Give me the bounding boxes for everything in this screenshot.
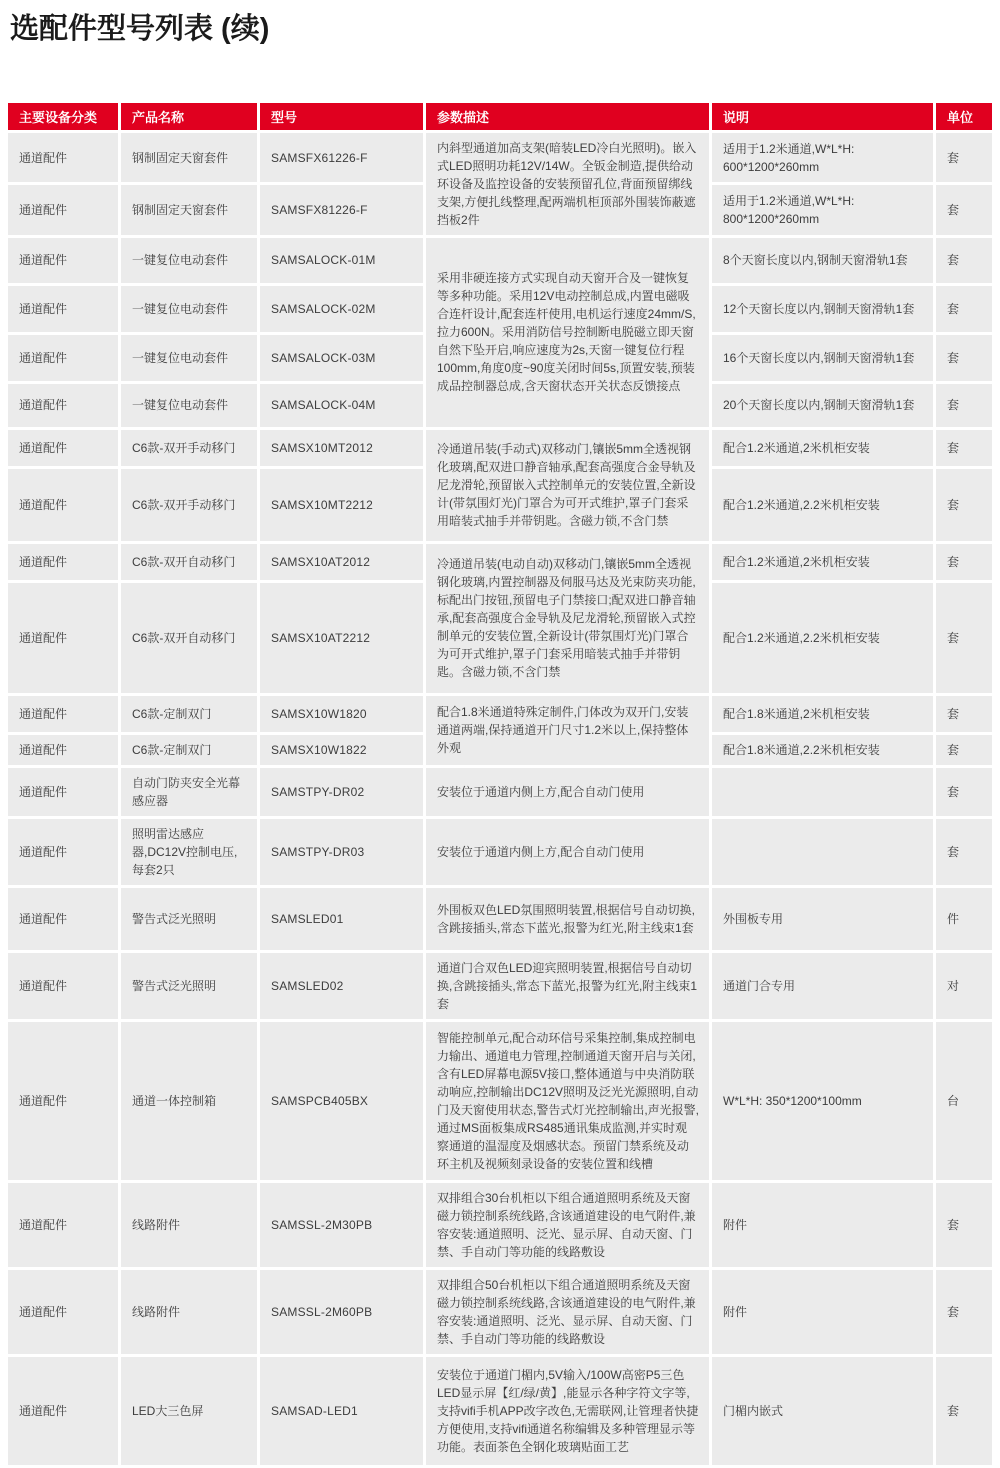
cell-note: 配合1.2米通道,2.2米机柜安装 — [712, 583, 933, 693]
cell-model: SAMSALOCK-03M — [260, 335, 423, 381]
cell-note: 20个天窗长度以内,钢制天窗滑轨1套 — [712, 384, 933, 427]
cell-note: 适用于1.2米通道,W*L*H: 600*1200*260mm — [712, 133, 933, 183]
cell-category: 通道配件 — [8, 583, 118, 693]
cell-description: 冷通道吊装(电动自动)双移动门,镶嵌5mm全透视钢化玻璃,内置控制器及伺服马达及光束防夹功能,标配出门按钮,预留电子门禁接口;配双进口静音轴承,配套高强度合金导轨及尼龙滑轮,预留嵌入式控制单元的安装位置,全新设计(带氛围灯光)门罩合为可开式维护,罩子门套采用暗装式抽手并带钥匙。含磁力锁,不含门禁 — [426, 544, 709, 693]
cell-model: SAMSX10AT2212 — [260, 583, 423, 693]
cell-category: 通道配件 — [8, 469, 118, 541]
table-row — [8, 1270, 992, 1354]
cell-product-name: 警告式泛光照明 — [121, 888, 257, 950]
cell-model: SAMSX10W1822 — [260, 735, 423, 765]
cell-category: 通道配件 — [8, 768, 118, 816]
column-header-product-name: 产品名称 — [121, 103, 257, 130]
cell-unit: 套 — [936, 735, 992, 765]
cell-description: 内斜型通道加高支架(暗装LED冷白光照明)。嵌入式LED照明功耗12V/14W。全钣金制造,提供给动环设备及监控设备的安装预留孔位,背面预留绑线支架,方便扎线整理,配两端机柜顶部外围装饰蔽遮挡板2件 — [426, 133, 709, 235]
cell-unit: 台 — [936, 1022, 992, 1180]
cell-model: SAMSX10AT2012 — [260, 544, 423, 580]
cell-note: 配合1.2米通道,2米机柜安装 — [712, 430, 933, 466]
column-header-unit: 单位 — [936, 103, 992, 130]
column-header-description: 参数描述 — [426, 103, 709, 130]
cell-unit: 对 — [936, 953, 992, 1019]
cell-product-name: LED大三色屏 — [121, 1357, 257, 1465]
cell-description: 双排组合50台机柜以下组合通道照明系统及天窗磁力锁控制系统线路,含该通道建设的电气附件,兼容安装:通道照明、泛光、显示屏、自动天窗、门禁、手自动门等功能的线路敷设 — [426, 1270, 709, 1354]
table-row — [8, 133, 992, 183]
cell-model: SAMSAD-LED1 — [260, 1357, 423, 1465]
cell-model: SAMSFX61226-F — [260, 133, 423, 183]
cell-category: 通道配件 — [8, 544, 118, 580]
cell-note: 通道门合专用 — [712, 953, 933, 1019]
cell-category: 通道配件 — [8, 430, 118, 466]
cell-model: SAMSX10MT2212 — [260, 469, 423, 541]
column-header-model: 型号 — [260, 103, 423, 130]
cell-note: 8个天窗长度以内,钢制天窗滑轨1套 — [712, 238, 933, 283]
table-row — [8, 819, 992, 885]
cell-model: SAMSFX81226-F — [260, 185, 423, 235]
cell-product-name: C6款-双开自动移门 — [121, 544, 257, 580]
cell-description: 安装位于通道内侧上方,配合自动门使用 — [426, 819, 709, 885]
cell-model: SAMSALOCK-01M — [260, 238, 423, 283]
cell-category: 通道配件 — [8, 335, 118, 381]
cell-note: 配合1.8米通道,2.2米机柜安装 — [712, 735, 933, 765]
cell-note: 配合1.8米通道,2米机柜安装 — [712, 696, 933, 732]
cell-unit: 套 — [936, 544, 992, 580]
cell-description: 安装位于通道门楣内,5V输入/100W高密P5三色LED显示屏【红/绿/黄】,能显示各种字符文字等,支持vifi手机APP改字改色,无需联网,让管理者快捷方便使用,支持vifi通道名称编辑及多种管理显示等功能。表面茶色全钢化玻璃贴面工艺 — [426, 1357, 709, 1465]
cell-product-name: 一键复位电动套件 — [121, 384, 257, 427]
cell-category: 通道配件 — [8, 1270, 118, 1354]
cell-product-name: C6款-双开自动移门 — [121, 583, 257, 693]
cell-product-name: C6款-双开手动移门 — [121, 469, 257, 541]
catalog-page — [0, 12, 1000, 1468]
cell-category: 通道配件 — [8, 953, 118, 1019]
cell-note: 附件 — [712, 1183, 933, 1267]
cell-description: 配合1.8米通道特殊定制件,门体改为双开门,安装通道两端,保持通道开门尺寸1.2米以上,保持整体外观 — [426, 696, 709, 765]
cell-category: 通道配件 — [8, 133, 118, 183]
cell-unit: 套 — [936, 819, 992, 885]
table-row — [8, 696, 992, 732]
cell-unit: 件 — [936, 888, 992, 950]
cell-note: W*L*H: 350*1200*100mm — [712, 1022, 933, 1180]
cell-category: 通道配件 — [8, 1022, 118, 1180]
cell-description: 双排组合30台机柜以下组合通道照明系统及天窗磁力锁控制系统线路,含该通道建设的电气附件,兼容安装:通道照明、泛光、显示屏、自动天窗、门禁、手自动门等功能的线路敷设 — [426, 1183, 709, 1267]
cell-model: SAMSX10MT2012 — [260, 430, 423, 466]
cell-note: 配合1.2米通道,2.2米机柜安装 — [712, 469, 933, 541]
accessories-model-table — [5, 100, 995, 1468]
cell-product-name: 一键复位电动套件 — [121, 335, 257, 381]
cell-model: SAMSSL-2M30PB — [260, 1183, 423, 1267]
cell-product-name: 线路附件 — [121, 1270, 257, 1354]
cell-description: 智能控制单元,配合动环信号采集控制,集成控制电力输出、通道电力管理,控制通道天窗开启与关闭,含有LED屏幕电源5V接口,整体通道与中央消防联动响应,控制输出DC12V照明及泛光光源照明,自动门及天窗使用状态,警告式灯光控制输出,声光报警,通过MS面板集成RS485通讯集成监测,并实时观察通道的温湿度及烟感状态。预留门禁系统及动环主机及视频刻录设备的安装位置和线槽 — [426, 1022, 709, 1180]
table-header-row — [8, 103, 992, 130]
cell-model: SAMSX10W1820 — [260, 696, 423, 732]
cell-category: 通道配件 — [8, 1357, 118, 1465]
cell-note — [712, 768, 933, 816]
cell-model: SAMSALOCK-04M — [260, 384, 423, 427]
table-row — [8, 544, 992, 580]
column-header-category: 主要设备分类 — [8, 103, 118, 130]
cell-note: 12个天窗长度以内,钢制天窗滑轨1套 — [712, 286, 933, 332]
table-row — [8, 953, 992, 1019]
cell-unit: 套 — [936, 185, 992, 235]
cell-note: 门楣内嵌式 — [712, 1357, 933, 1465]
cell-category: 通道配件 — [8, 185, 118, 235]
cell-product-name: 线路附件 — [121, 1183, 257, 1267]
cell-note: 配合1.2米通道,2米机柜安装 — [712, 544, 933, 580]
cell-model: SAMSALOCK-02M — [260, 286, 423, 332]
cell-description: 冷通道吊装(手动式)双移动门,镶嵌5mm全透视钢化玻璃,配双进口静音轴承,配套高强度合金导轨及尼龙滑轮,预留嵌入式控制单元的安装位置,全新设计(带氛围灯光)门罩合为可开式维护,罩子门套采用暗装式抽手并带钥匙。含磁力锁,不含门禁 — [426, 430, 709, 541]
table-row — [8, 1183, 992, 1267]
cell-unit: 套 — [936, 286, 992, 332]
cell-category: 通道配件 — [8, 286, 118, 332]
cell-product-name: C6款-定制双门 — [121, 696, 257, 732]
cell-product-name: 照明雷达感应器,DC12V控制电压,每套2只 — [121, 819, 257, 885]
cell-description: 采用非硬连接方式实现自动天窗开合及一键恢复等多种功能。采用12V电动控制总成,内置电磁吸合连杆设计,配套连杆使用,电机运行速度24mm/S,拉力600N。采用消防信号控制断电脱磁立即天窗自然下坠开启,响应速度为2s,天窗一键复位行程100mm,角度0度~90度关闭时间5s,顶置安装,预装成品控制器总成,含天窗状态开关状态反馈接点 — [426, 238, 709, 427]
cell-product-name: 一键复位电动套件 — [121, 286, 257, 332]
cell-model: SAMSPCB405BX — [260, 1022, 423, 1180]
cell-product-name: 钢制固定天窗套件 — [121, 185, 257, 235]
cell-unit: 套 — [936, 430, 992, 466]
cell-product-name: 一键复位电动套件 — [121, 238, 257, 283]
table-row — [8, 430, 992, 466]
cell-category: 通道配件 — [8, 696, 118, 732]
cell-unit: 套 — [936, 384, 992, 427]
cell-product-name: C6款-双开手动移门 — [121, 430, 257, 466]
cell-unit: 套 — [936, 696, 992, 732]
page-title: 选配件型号列表 (续) — [10, 13, 270, 45]
cell-unit: 套 — [936, 1183, 992, 1267]
cell-unit: 套 — [936, 133, 992, 183]
cell-model: SAMSLED02 — [260, 953, 423, 1019]
table-row — [8, 768, 992, 816]
table-row — [8, 1022, 992, 1180]
cell-model: SAMSTPY-DR02 — [260, 768, 423, 816]
cell-model: SAMSSL-2M60PB — [260, 1270, 423, 1354]
cell-category: 通道配件 — [8, 384, 118, 427]
cell-product-name: C6款-定制双门 — [121, 735, 257, 765]
table-row — [8, 238, 992, 283]
cell-product-name: 通道一体控制箱 — [121, 1022, 257, 1180]
cell-product-name: 警告式泛光照明 — [121, 953, 257, 1019]
table-row — [8, 888, 992, 950]
cell-unit: 套 — [936, 583, 992, 693]
cell-product-name: 自动门防夹安全光幕感应器 — [121, 768, 257, 816]
column-header-note: 说明 — [712, 103, 933, 130]
cell-description: 外围板双色LED氛围照明装置,根据信号自动切换,含跳接插头,常态下蓝光,报警为红光,附主线束1套 — [426, 888, 709, 950]
cell-note: 外围板专用 — [712, 888, 933, 950]
cell-category: 通道配件 — [8, 238, 118, 283]
cell-description: 安装位于通道内侧上方,配合自动门使用 — [426, 768, 709, 816]
cell-unit: 套 — [936, 335, 992, 381]
cell-model: SAMSLED01 — [260, 888, 423, 950]
cell-unit: 套 — [936, 469, 992, 541]
cell-note: 16个天窗长度以内,钢制天窗滑轨1套 — [712, 335, 933, 381]
cell-product-name: 钢制固定天窗套件 — [121, 133, 257, 183]
cell-note: 适用于1.2米通道,W*L*H: 800*1200*260mm — [712, 185, 933, 235]
cell-category: 通道配件 — [8, 819, 118, 885]
cell-unit: 套 — [936, 238, 992, 283]
cell-unit: 套 — [936, 1357, 992, 1465]
cell-category: 通道配件 — [8, 1183, 118, 1267]
cell-unit: 套 — [936, 1270, 992, 1354]
cell-model: SAMSTPY-DR03 — [260, 819, 423, 885]
cell-description: 通道门合双色LED迎宾照明装置,根据信号自动切换,含跳接插头,常态下蓝光,报警为红光,附主线束1套 — [426, 953, 709, 1019]
cell-note: 附件 — [712, 1270, 933, 1354]
cell-category: 通道配件 — [8, 735, 118, 765]
cell-note — [712, 819, 933, 885]
cell-category: 通道配件 — [8, 888, 118, 950]
cell-unit: 套 — [936, 768, 992, 816]
